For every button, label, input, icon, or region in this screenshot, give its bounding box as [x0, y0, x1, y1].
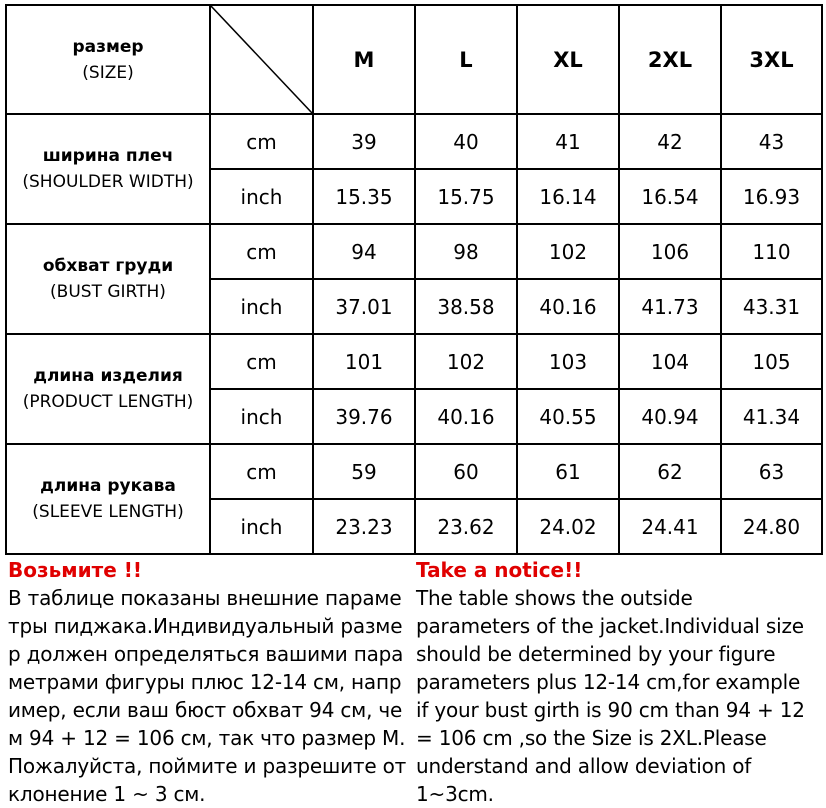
value-cell: 39	[313, 114, 415, 169]
value-cell: 102	[517, 224, 619, 279]
note-line: should be determined by your figure	[416, 642, 776, 666]
value-cell: 43	[721, 114, 822, 169]
param-label-cell	[6, 334, 210, 444]
value-cell: 40.16	[415, 389, 517, 444]
value-cell: 24.02	[517, 499, 619, 554]
size-label-ru: размер	[72, 36, 144, 57]
param-name-en: (BUST GIRTH)	[50, 282, 166, 302]
size-col-header: L	[415, 5, 517, 114]
value-cell: 23.23	[313, 499, 415, 554]
value-cell: 106	[619, 224, 721, 279]
value-cell: 98	[415, 224, 517, 279]
note-line: В таблице показаны внешние параме	[8, 586, 402, 610]
note-line: м 94 + 12 = 106 см, так что размер M.	[8, 726, 406, 750]
value-cell: 59	[313, 444, 415, 499]
value-cell: 40.94	[619, 389, 721, 444]
value-cell: 104	[619, 334, 721, 389]
value-cell: 60	[415, 444, 517, 499]
param-name-en: (SLEEVE LENGTH)	[32, 502, 184, 522]
value-cell: 24.80	[721, 499, 822, 554]
value-cell: 42	[619, 114, 721, 169]
note-russian	[8, 556, 408, 808]
table-row	[6, 334, 822, 389]
note-line: Пожалуйста, поймите и разрешите от	[8, 754, 407, 778]
param-name-ru: ширина плеч	[42, 146, 174, 166]
note-line: parameters plus 12-14 cm,for example	[416, 670, 801, 694]
value-cell: 40.16	[517, 279, 619, 334]
diagonal-line	[211, 6, 312, 113]
note-line: = 106 cm ,so the Size is 2XL.Please	[416, 726, 767, 750]
value-cell: 105	[721, 334, 822, 389]
value-cell: 39.76	[313, 389, 415, 444]
value-cell: 101	[313, 334, 415, 389]
value-cell: 16.54	[619, 169, 721, 224]
unit-cell: cm	[210, 114, 313, 169]
unit-cell: inch	[210, 389, 313, 444]
unit-cell: inch	[210, 499, 313, 554]
param-label-cell	[6, 444, 210, 554]
note-line: if your bust girth is 90 cm than 94 + 12	[416, 698, 805, 722]
value-cell: 15.35	[313, 169, 415, 224]
value-cell: 63	[721, 444, 822, 499]
note-line: understand and allow deviation of	[416, 754, 752, 778]
table-row	[6, 114, 822, 169]
value-cell: 41.34	[721, 389, 822, 444]
note-line: имер, если ваш бюст обхват 94 см, че	[8, 698, 403, 722]
value-cell: 102	[415, 334, 517, 389]
note-title-ru: Возьмите !!	[8, 558, 142, 582]
notes-section	[0, 556, 826, 808]
param-label-cell	[6, 224, 210, 334]
param-name-en: (SHOULDER WIDTH)	[22, 172, 194, 192]
value-cell: 41.73	[619, 279, 721, 334]
param-name-ru: обхват груди	[42, 256, 174, 276]
unit-cell: cm	[210, 444, 313, 499]
size-col-header: 3XL	[721, 5, 822, 114]
param-name-en: (PRODUCT LENGTH)	[22, 392, 194, 412]
size-col-header: 2XL	[619, 5, 721, 114]
note-line: 1~3cm.	[416, 782, 494, 806]
note-body-en	[416, 584, 820, 808]
size-col-header: XL	[517, 5, 619, 114]
value-cell: 103	[517, 334, 619, 389]
note-line: метрами фигуры плюс 12-14 см, напр	[8, 670, 402, 694]
value-cell: 15.75	[415, 169, 517, 224]
value-cell: 37.01	[313, 279, 415, 334]
param-name-ru: длина изделия	[33, 366, 183, 386]
value-cell: 94	[313, 224, 415, 279]
value-cell: 16.14	[517, 169, 619, 224]
value-cell: 62	[619, 444, 721, 499]
value-cell: 16.93	[721, 169, 822, 224]
param-name-ru: длина рукава	[40, 476, 176, 496]
note-body-ru	[8, 584, 408, 808]
table-header-row	[6, 5, 822, 114]
size-chart-table	[5, 4, 823, 555]
value-cell: 40	[415, 114, 517, 169]
table-row	[6, 444, 822, 499]
note-english	[416, 556, 820, 808]
unit-cell: cm	[210, 224, 313, 279]
value-cell: 23.62	[415, 499, 517, 554]
value-cell: 43.31	[721, 279, 822, 334]
size-header-cell	[6, 5, 210, 114]
table-row	[6, 224, 822, 279]
unit-cell: inch	[210, 169, 313, 224]
note-line: р должен определяться вашими пара	[8, 642, 404, 666]
unit-cell: inch	[210, 279, 313, 334]
note-line: The table shows the outside	[416, 586, 693, 610]
param-label-cell	[6, 114, 210, 224]
note-title-en: Take a notice!!	[416, 558, 583, 582]
value-cell: 41	[517, 114, 619, 169]
note-line: parameters of the jacket.Individual size	[416, 614, 804, 638]
value-cell: 24.41	[619, 499, 721, 554]
value-cell: 40.55	[517, 389, 619, 444]
note-line: клонение 1 ~ 3 см.	[8, 782, 206, 806]
unit-cell: cm	[210, 334, 313, 389]
note-line: тры пиджака.Индивидуальный разме	[8, 614, 403, 638]
value-cell: 38.58	[415, 279, 517, 334]
size-label-en: (SIZE)	[82, 62, 134, 83]
diagonal-corner-cell	[210, 5, 313, 114]
value-cell: 110	[721, 224, 822, 279]
size-col-header: M	[313, 5, 415, 114]
value-cell: 61	[517, 444, 619, 499]
